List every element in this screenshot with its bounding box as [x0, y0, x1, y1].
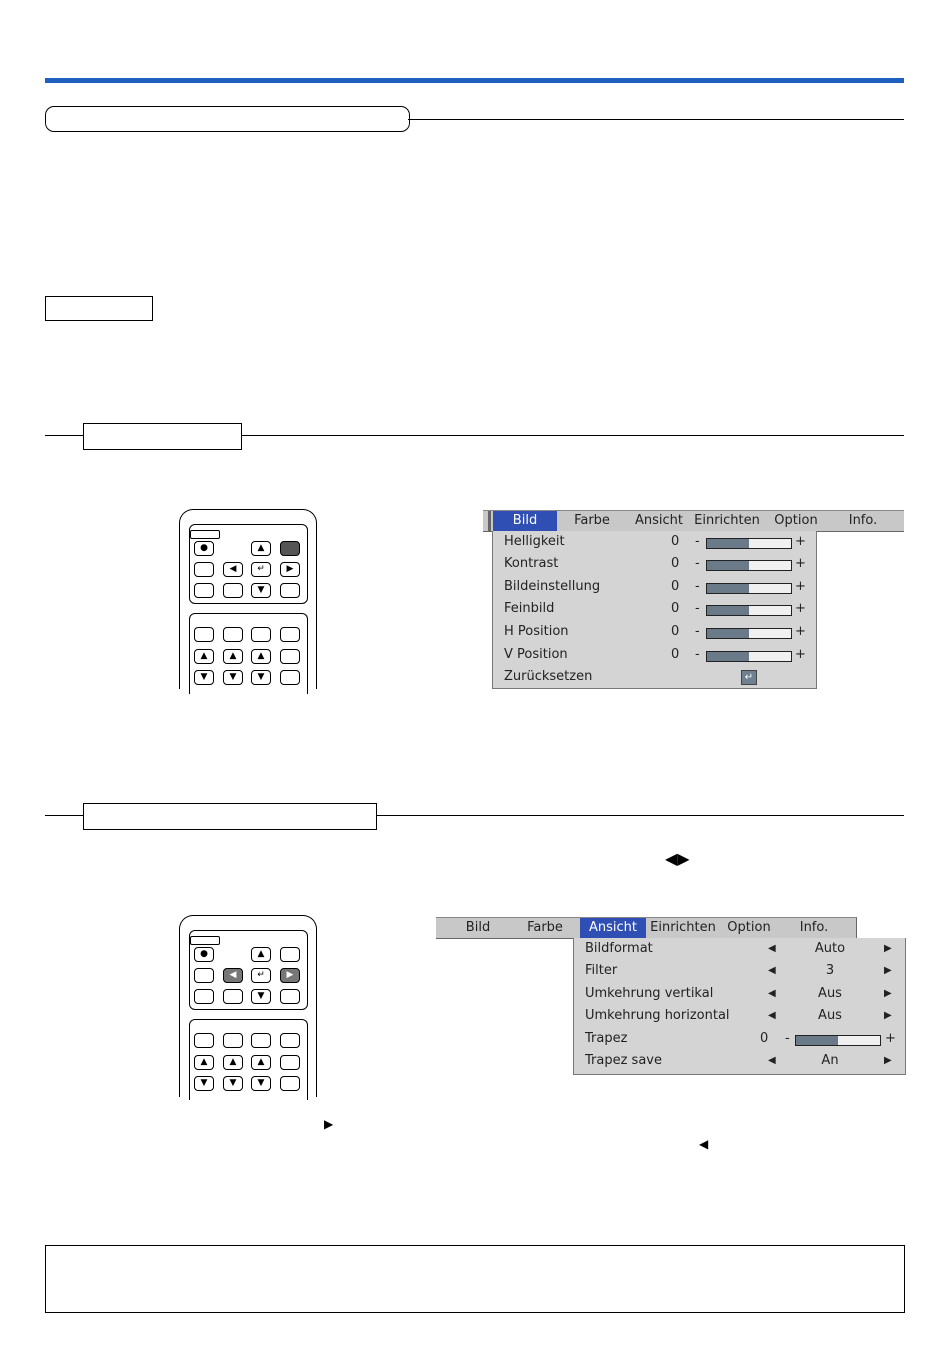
left-button[interactable]: [223, 968, 243, 983]
section3-tag: [83, 803, 377, 830]
row-label: Bildeinstellung: [504, 579, 601, 594]
row-label: H Position: [504, 624, 569, 639]
down-button[interactable]: [194, 1076, 214, 1091]
menu-row-filter[interactable]: [574, 961, 905, 983]
row-label: Trapez save: [585, 1053, 662, 1068]
minus-sign: -: [695, 579, 700, 594]
remote-button[interactable]: [251, 627, 271, 642]
tab-farbe[interactable]: Farbe: [574, 513, 610, 528]
remote-control-1: [179, 509, 317, 689]
up-arrow-icon: ▲: [229, 1057, 237, 1067]
tab-info[interactable]: Info.: [848, 513, 878, 528]
up-button[interactable]: [194, 1055, 214, 1070]
up-button[interactable]: [251, 541, 271, 556]
tab-option[interactable]: Option: [727, 920, 771, 935]
menu-row-trapez-save[interactable]: [574, 1051, 905, 1073]
level-slider[interactable]: [706, 605, 792, 616]
row-label: Feinbild: [504, 601, 555, 616]
up-arrow-icon: ▲: [200, 651, 208, 661]
row-value: Auto: [814, 941, 846, 956]
plus-sign: +: [795, 647, 806, 662]
menu-row-umkehrung-horizontal[interactable]: [574, 1006, 905, 1028]
down-arrow-icon: ▼: [200, 1078, 208, 1088]
remote-button[interactable]: [194, 1033, 214, 1048]
plus-sign: +: [795, 556, 806, 571]
menu-row-reset[interactable]: [493, 667, 816, 689]
level-slider[interactable]: [706, 651, 792, 662]
row-label: Trapez: [585, 1031, 628, 1046]
enter-button[interactable]: [251, 562, 271, 577]
right-arrow-icon: ▶: [286, 564, 294, 574]
up-button[interactable]: [223, 649, 243, 664]
down-arrow-icon: ▼: [257, 672, 265, 682]
tab-farbe[interactable]: Farbe: [527, 920, 563, 935]
right-arrow-icon[interactable]: ▶: [884, 965, 892, 976]
right-arrow-icon[interactable]: ▶: [884, 1055, 892, 1066]
screen-button[interactable]: [280, 583, 300, 598]
up-button[interactable]: [251, 1055, 271, 1070]
up-arrow-icon: ▲: [257, 949, 265, 959]
menu-row-bildformat[interactable]: [574, 939, 905, 961]
left-arrow-icon: ◀: [229, 564, 237, 574]
right-arrow-icon: ▶: [324, 1117, 334, 1131]
slider-fill: [707, 539, 749, 548]
plus-sign: +: [885, 1031, 896, 1046]
up-arrow-icon: ▲: [200, 1057, 208, 1067]
remote-button[interactable]: [194, 562, 214, 577]
power-button[interactable]: [194, 947, 214, 962]
left-arrow-icon: ◀: [699, 1137, 709, 1151]
menu-row-trapez[interactable]: [574, 1029, 905, 1051]
remote-button[interactable]: [280, 670, 300, 685]
row-value: An: [821, 1053, 839, 1068]
minus-sign: -: [695, 534, 700, 549]
remote-button[interactable]: [280, 1076, 300, 1091]
tab-info[interactable]: Info.: [799, 920, 829, 935]
minus-sign: -: [695, 647, 700, 662]
tab-ansicht[interactable]: Ansicht: [634, 513, 683, 528]
screen-button[interactable]: [280, 989, 300, 1004]
level-slider[interactable]: [795, 1035, 881, 1046]
remote-button[interactable]: [194, 989, 214, 1004]
left-arrow-icon: ◀: [229, 970, 237, 980]
down-arrow-icon: ▼: [257, 1078, 265, 1088]
row-label: Kontrast: [504, 556, 559, 571]
minus-sign: -: [695, 556, 700, 571]
remote-control-2: [179, 915, 317, 1097]
osd-menu-bar-2: [436, 917, 857, 939]
osd-menu-panel-1: [492, 531, 817, 689]
remote-button[interactable]: [223, 627, 243, 642]
power-button[interactable]: [194, 541, 214, 556]
slider-fill: [707, 652, 749, 661]
up-arrow-icon: ▲: [257, 651, 265, 661]
level-slider[interactable]: [706, 538, 792, 549]
menu-bar-marker: [488, 511, 491, 531]
up-button[interactable]: [251, 947, 271, 962]
level-slider[interactable]: [706, 628, 792, 639]
remote-button[interactable]: [280, 649, 300, 664]
plus-sign: +: [795, 579, 806, 594]
dot-icon: ●: [200, 949, 208, 959]
menu-button[interactable]: [280, 947, 300, 962]
menu-row-helligkeit[interactable]: [493, 532, 816, 554]
up-button[interactable]: [251, 649, 271, 664]
up-button[interactable]: [194, 649, 214, 664]
remote-button[interactable]: [223, 989, 243, 1004]
down-button[interactable]: [251, 670, 271, 685]
osd-menu-bar-1: [483, 510, 904, 532]
tab-ansicht[interactable]: Ansicht: [580, 918, 646, 938]
plus-sign: +: [795, 534, 806, 549]
tab-einrichten[interactable]: Einrichten: [650, 920, 716, 935]
tab-einrichten[interactable]: Einrichten: [694, 513, 760, 528]
row-label: Helligkeit: [504, 534, 565, 549]
enter-icon[interactable]: ↵: [741, 670, 757, 685]
row-value: 0: [671, 601, 680, 616]
left-arrow-icon[interactable]: ◀: [768, 988, 776, 999]
menu-button[interactable]: [280, 541, 300, 556]
row-label: Filter: [585, 963, 618, 978]
slider-fill: [707, 629, 749, 638]
right-arrow-icon[interactable]: ▶: [884, 943, 892, 954]
slider-fill: [707, 584, 749, 593]
remote-button[interactable]: [280, 627, 300, 642]
row-value: 0: [671, 647, 680, 662]
dot-icon: ●: [200, 543, 208, 553]
down-arrow-icon: ▼: [257, 991, 265, 1001]
menu-row-h-position[interactable]: [493, 622, 816, 644]
remote-button[interactable]: [194, 968, 214, 983]
left-arrow-icon[interactable]: ◀: [768, 965, 776, 976]
down-button[interactable]: [223, 1076, 243, 1091]
top-accent-rule: [45, 78, 904, 83]
row-label: Zurücksetzen: [504, 669, 593, 684]
menu-row-umkehrung-vertikal[interactable]: [574, 984, 905, 1006]
tab-bild[interactable]: Bild: [465, 920, 491, 935]
menu-row-kontrast[interactable]: [493, 554, 816, 576]
row-value: Aus: [818, 986, 842, 1001]
row-value: 3: [825, 963, 835, 978]
enter-button[interactable]: [251, 968, 271, 983]
row-label: Umkehrung horizontal: [585, 1008, 730, 1023]
remote-button[interactable]: [251, 1033, 271, 1048]
remote-button[interactable]: [223, 1033, 243, 1048]
minus-sign: -: [695, 601, 700, 616]
remote-button[interactable]: [223, 583, 243, 598]
up-button[interactable]: [223, 1055, 243, 1070]
plus-sign: +: [795, 624, 806, 639]
down-arrow-icon: ▼: [229, 672, 237, 682]
right-arrow-icon[interactable]: ▶: [884, 1010, 892, 1021]
left-arrow-icon[interactable]: ◀: [768, 1055, 776, 1066]
section-header-pill: [45, 106, 410, 132]
row-value: 0: [671, 556, 680, 571]
down-button[interactable]: [251, 1076, 271, 1091]
row-value: 0: [760, 1031, 769, 1046]
left-button[interactable]: [223, 562, 243, 577]
down-arrow-icon: ▼: [229, 1078, 237, 1088]
down-arrow-icon: ▼: [257, 585, 265, 595]
level-slider[interactable]: [706, 583, 792, 594]
tab-option[interactable]: Option: [774, 513, 818, 528]
tab-bild[interactable]: Bild: [493, 511, 557, 531]
minus-sign: -: [695, 624, 700, 639]
left-arrow-icon[interactable]: ◀: [768, 1010, 776, 1021]
plus-sign: +: [795, 601, 806, 616]
left-right-arrows-icon: ◀▶: [665, 849, 690, 868]
row-label: V Position: [504, 647, 568, 662]
down-arrow-icon: ▼: [200, 672, 208, 682]
menu-row-bildeinstellung[interactable]: [493, 577, 816, 599]
down-button[interactable]: [251, 583, 271, 598]
section-header-line: [408, 119, 904, 120]
up-arrow-icon: ▲: [229, 651, 237, 661]
left-arrow-icon[interactable]: ◀: [768, 943, 776, 954]
slider-fill: [796, 1036, 838, 1045]
note-box: [45, 1245, 905, 1313]
menu-row-v-position[interactable]: [493, 645, 816, 667]
level-slider[interactable]: [706, 560, 792, 571]
remote-button[interactable]: [194, 627, 214, 642]
menu-row-feinbild[interactable]: [493, 599, 816, 621]
remote-button[interactable]: [280, 1055, 300, 1070]
row-label: Bildformat: [585, 941, 653, 956]
enter-icon: ↵: [257, 564, 265, 574]
right-arrow-icon[interactable]: ▶: [884, 988, 892, 999]
remote-button[interactable]: [280, 1033, 300, 1048]
label-box: [45, 296, 153, 321]
minus-sign: -: [785, 1031, 790, 1046]
slider-fill: [707, 606, 749, 615]
right-button[interactable]: [280, 968, 300, 983]
section2-tag: [83, 423, 242, 450]
down-button[interactable]: [223, 670, 243, 685]
row-value: Aus: [818, 1008, 842, 1023]
remote-button[interactable]: [194, 583, 214, 598]
row-value: 0: [671, 624, 680, 639]
up-arrow-icon: ▲: [257, 1057, 265, 1067]
right-arrow-icon: ▶: [286, 970, 294, 980]
down-button[interactable]: [194, 670, 214, 685]
slider-fill: [707, 561, 749, 570]
osd-menu-panel-2: [573, 938, 906, 1075]
down-button[interactable]: [251, 989, 271, 1004]
row-value: 0: [671, 534, 680, 549]
row-label: Umkehrung vertikal: [585, 986, 714, 1001]
row-value: 0: [671, 579, 680, 594]
up-arrow-icon: ▲: [257, 543, 265, 553]
right-button[interactable]: [280, 562, 300, 577]
enter-icon: ↵: [257, 970, 265, 980]
